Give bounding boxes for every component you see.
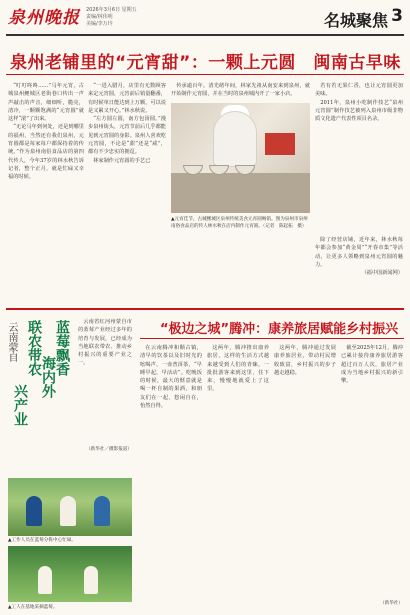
issue-editor: 责编/林伟明: [86, 14, 113, 20]
article1-paragraph: “左方圆左圆，南方包汤圆。”漫步泉州街头，元宵节前后几乎都能见到元宵圆的身影。泉州人喜欢吃元宵圆，不论是“甜”还是“咸”，都有不少忠实的拥趸。: [88, 116, 166, 156]
article3-column-2: [207, 344, 269, 606]
article2-byline: （新华社／摄影报道）: [86, 447, 132, 452]
article3-byline: （新华社）: [380, 601, 403, 606]
article1-column-2: [88, 82, 166, 232]
article2-title-line-2: 海内外: [40, 356, 56, 398]
section-title: 名城聚焦: [323, 11, 388, 30]
blueberry-sorting-photo: [8, 478, 132, 536]
article1-paragraph: 2011年，泉州小吃制作技艺“泉州元宵圆”制作技艺被列入泉州市级非物质文化遗产代表性项目名录。: [315, 99, 403, 123]
issue-date: 2026年3月6日 星期五: [86, 7, 137, 13]
page-number: 3: [391, 6, 403, 26]
header-rule: [6, 34, 404, 36]
article1-paragraph: “一进入腊月，店里有无数顾客来定元宵圆，元宵前后销量翻番，有时候单日能达到上万颗，可以说是又累又开心。”林水秋说。: [88, 83, 166, 114]
photo2-caption: ▲工作人员在蓝莓分拣中心忙碌。: [8, 538, 76, 543]
article1-paragraph: 传承逾百年。清光绪年间，林家先祖从南安来到泉州，就开始制作元宵圆，并在当时的泉州城内开了一家小店。: [171, 83, 310, 98]
article1-paragraph: 除了经营店铺，近年来，林水秋每年都会参加“黄金周”“开春市集”等活动，让更多人领略到泉州元宵圆的魅力。: [315, 237, 403, 268]
article1-column-4: [315, 82, 403, 232]
article3-column-3: [274, 344, 336, 606]
article3-paragraph: 在云南腾冲和顺古镇，清早的饮茶以及旧时光的吆喝声，一壶普洱茶，“早睡早起，早活动”。吃晚饭的时候，最大的惬意就是喝一杯自制的果酒，和朋友们在一起，悠闲自在，怡然自得。: [140, 345, 202, 410]
article1-paragraph: 若有若无果仁香，也让元宵圆更加美味。: [315, 83, 403, 98]
yuanxiao-shop-photo: [171, 103, 310, 213]
photo3-caption: ▲工人在基地采摘蓝莓。: [8, 605, 58, 610]
article1-paragraph: 林家制作元宵圆的手艺已: [93, 157, 151, 164]
article2-intro: [78, 318, 132, 438]
article1-headline: 泉州老铺里的“元宵甜”：一颗上元圆 闽南古早味: [10, 53, 401, 73]
article3-paragraph: 这两年，腾冲通过发展康养旅居业，带动村民增收致富，乡村振兴的步子越走越稳。: [274, 345, 336, 376]
article1-byline: （福中国新闻网）: [361, 270, 403, 277]
newspaper-logo: 泉州晚报: [8, 8, 80, 28]
article1-column-1: [8, 82, 84, 232]
article2-title-line-4: 兴产业: [12, 384, 28, 426]
article1-column-5: [315, 236, 403, 298]
article-divider: [6, 308, 404, 310]
article1-paragraph: “无论马年到何处，还是到哪里的福州，当然还有我们泉州，元宵圆都是每家每户都保持着的传统。”作为泉州南俗食品店的第四代传人，今年37岁的林水秋告诉记者，整个正月，就是忙碌又幸福的时候。: [8, 124, 84, 181]
article1-column-3: [171, 82, 310, 102]
article3-rule: [140, 338, 404, 339]
article2-title-line-1: 蓝莓飘香: [54, 320, 70, 376]
article1-paragraph: “叮叮咚咚……”马年元宵，古城泉州鲤城区老街巷口传出一声声敲击的声音，细细听，脆亮，清冷，一颗颗饱满的“元宵圆”就这样“滚”了出来。: [8, 83, 84, 123]
article2-location: 云南蒙自: [6, 322, 17, 362]
article3-paragraph: 截至2025年12月，腾冲已累计接待康养旅居游客超过百万人次，旅居产业成为当地乡村振兴的新引擎。: [341, 345, 403, 385]
article2-title-line-3: 联农带农: [26, 320, 42, 376]
article3-column-4: [341, 344, 403, 596]
article2-paragraph: 云南省红河州蒙自市的蓝莓产业经过多年的培育与发展，已经成为当地联农带农、推动乡村振兴的重要产业之一。: [78, 319, 132, 367]
issue-meta: [86, 7, 137, 28]
blueberry-picking-photo: [8, 546, 132, 602]
article3-column-1: [140, 344, 202, 606]
photo1-caption: ▲元宵佳节，古城鲤城区泉州传统美食元宵圆畅销。图为泉州市泉州南俗食品店的传人林水秋在店内制作元宵圆。（记者 陈起拓 摄）: [171, 217, 308, 229]
article1-rule: [6, 74, 404, 75]
article3-headline: “极边之城”腾冲：康养旅居赋能乡村振兴: [160, 322, 399, 337]
issue-designer: 美编/李万玲: [86, 21, 113, 27]
article3-paragraph: 这两年，腾冲推出康养旅居，这样的生活方式越来越受到人们的青睐，一批批游客来到这里，住下来，慢慢地就爱上了这里。: [207, 345, 269, 393]
